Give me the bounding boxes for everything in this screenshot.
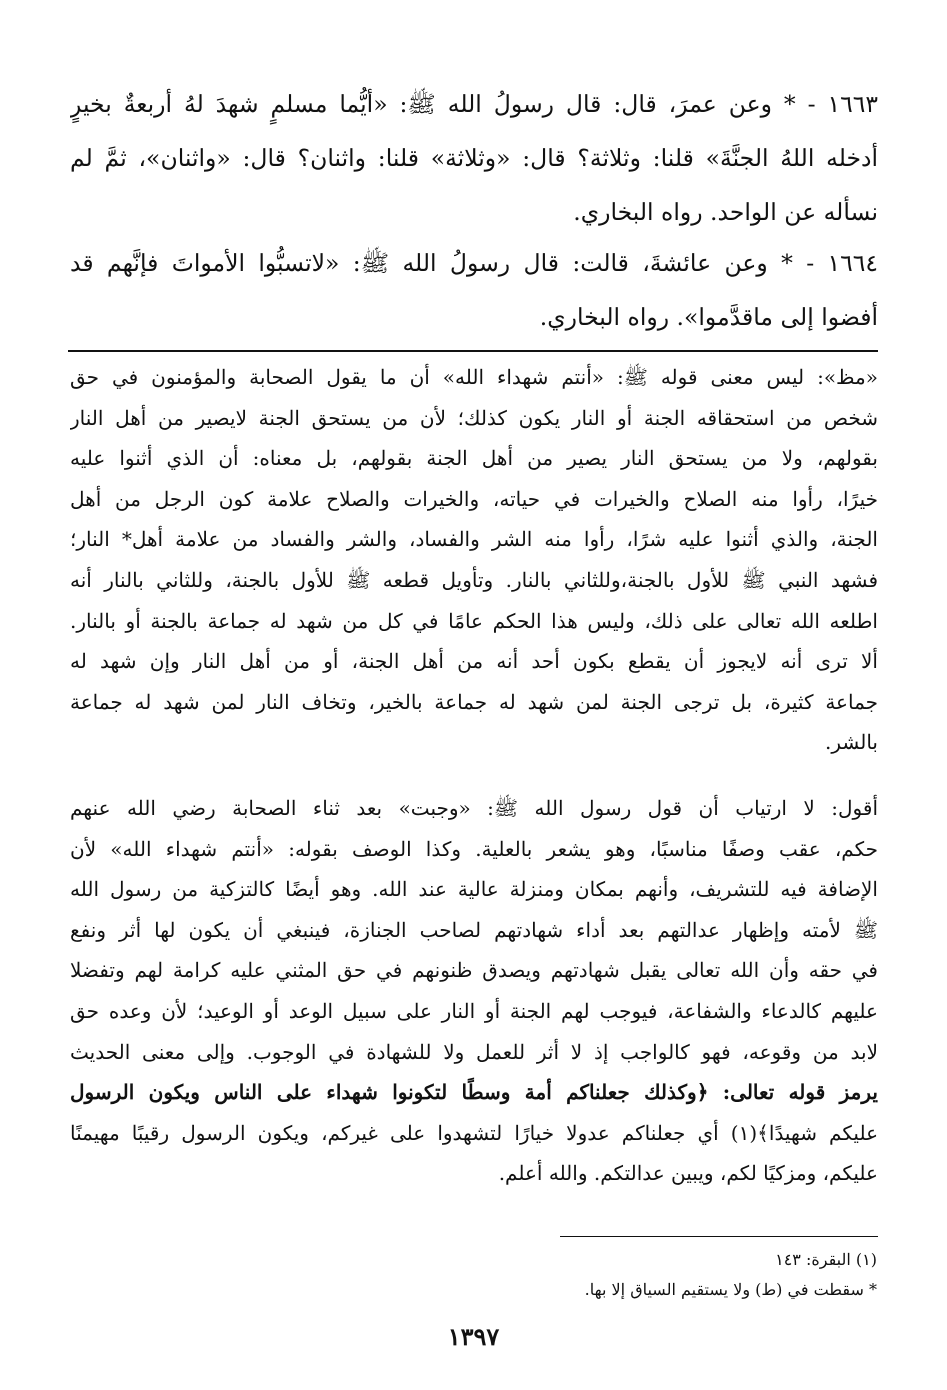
- quran-verse-line: يرمز قوله تعالى: ﴿وكذلك جعلناكم أمة وسطًا لتكونوا شهداء على الناس ويكون الرسول: [70, 1080, 878, 1105]
- hadith-1663: [70, 77, 878, 239]
- footnote-1: (١) البقرة: ١٤٣: [775, 1250, 877, 1269]
- commentary-line: الجنة، والذي أثنوا عليه شرًا، رأوا منه الشر والفساد، والشر والفساد من علامة أهل* النار؛: [70, 527, 878, 552]
- commentary-line: «مظ»: ليس معنى قوله ﷺ: «أنتم شهداء الله» أن ما يقول الصحابة والمؤمنون في حق: [70, 365, 878, 389]
- hadith-line: أفضوا إلى ماقدَّموا». رواه البخاري.: [539, 303, 878, 331]
- hadith-line: أدخله اللهُ الجنَّةَ» قلنا: وثلاثة؟ قال: «وثلاثة» قلنا: واثنان؟ قال: «واثنان»، ثمَّ لم: [70, 144, 878, 172]
- commentary-line: بالشر.: [825, 730, 878, 755]
- commentary-line: خيرًا، رأوا منه الصلاح والخيرات في حياته، والخيرات والصلاح علامة كون الرجل من أهل: [70, 486, 878, 511]
- footnote-star: * سقطت في (ط) ولا يستقيم السياق إلا بها.: [584, 1280, 877, 1299]
- footnote-divider: [560, 1236, 878, 1237]
- commentary-line: عليهم كالدعاء والشفاعة، فيوجب لهم الجنة أو النار على سبيل الوعد أو الوعيد؛ لأن وعده حق: [70, 998, 878, 1023]
- commentary-line: شخص من استحقاقه الجنة أو النار يكون كذلك؛ لأن من يستحق الجنة لايصير من أهل النار: [70, 405, 878, 430]
- commentary-line: ﷺ لأمته وإظهار عدالتهم بعد أداء شهادتهم لصاحب الجنازة، فينبغي أن يكون لها أثر ونفع: [70, 917, 878, 942]
- commentary-line: جماعة كثيرة، بل ترجى الجنة لمن شهد له جماعة بالخير، وتخاف النار لمن شهد له جماعة: [70, 689, 878, 714]
- commentary-line: الإضافة فيه للتشريف، وأنهم بمكان ومنزلة عالية عند الله. وهو أيضًا كالتزكية من رسول الله: [70, 877, 878, 902]
- commentary-line: اطلعه الله تعالى على ذلك، وليس هذا الحكم عامًا في كل من شهد له جماعة بالجنة أو بالنار.: [70, 608, 878, 633]
- commentary-line: ألا ترى أنه لايجوز أن يقطع بكون أحد أنه من أهل الجنة، أو من أهل النار وإن شهد له: [70, 649, 878, 674]
- hadith-line: نسأله عن الواحد. رواه البخاري.: [573, 198, 878, 226]
- commentary-paragraph-1: [70, 357, 878, 763]
- commentary-line: عليكم شهيدًا﴾(١) أي جعلناكم عدولا خيارًا لتشهدوا على غيركم، ويكون الرسول رقيبًا مهيمنًا: [70, 1120, 878, 1145]
- commentary-line: بقولهم، ولا من يستحق النار يصير من أهل الجنة بقولهم، بل معناه: أن الذي أثنوا عليه: [70, 446, 878, 471]
- commentary-line: أقول: لا ارتياب أن قول رسول الله ﷺ: «وجبت» بعد ثناء الصحابة رضي الله عنهم: [70, 796, 878, 820]
- commentary-line: عليكم، ومزكيًا لكم، ويبين عدالتكم. والله أعلم.: [498, 1161, 878, 1186]
- commentary-line: في حقه وأن الله تعالى يقبل شهادتهم ويصدق ظنونهم في حق المثني عليه كرامة لهم وتفضلا: [70, 958, 878, 983]
- page-number: ١٣٩٧: [447, 1322, 500, 1351]
- commentary-paragraph-2: [70, 788, 878, 1194]
- hadith-line: ١٦٦٤ - * وعن عائشةَ، قالت: قال رسولُ الله ﷺ: «لاتسبُّوا الأمواتَ فإنَّهم قد: [70, 249, 878, 277]
- commentary-line: فشهد النبي ﷺ للأول بالجنة،وللثاني بالنار. وتأويل قطعه ﷺ للأول بالجنة، وللثاني بالنار أنه: [70, 567, 878, 592]
- commentary-line: لابد من وقوعه، فهو كالواجب إذ لا أثر للعمل ولا للشهادة في الوجوب. وإلى معنى الحديث: [70, 1039, 878, 1064]
- commentary-line: حكم، عقب وصفًا مناسبًا، وهو يشعر بالعلية. وكذا الوصف بقوله: «أنتم شهداء الله» لأن: [70, 836, 878, 861]
- hadith-line: ١٦٦٣ - * وعن عمرَ، قال: قال رسولُ الله ﷺ: «أيُّما مسلمٍ شهدَ لهُ أربعةٌ بخيرٍ: [70, 90, 878, 118]
- section-divider: [68, 350, 878, 352]
- hadith-1664: [70, 236, 878, 344]
